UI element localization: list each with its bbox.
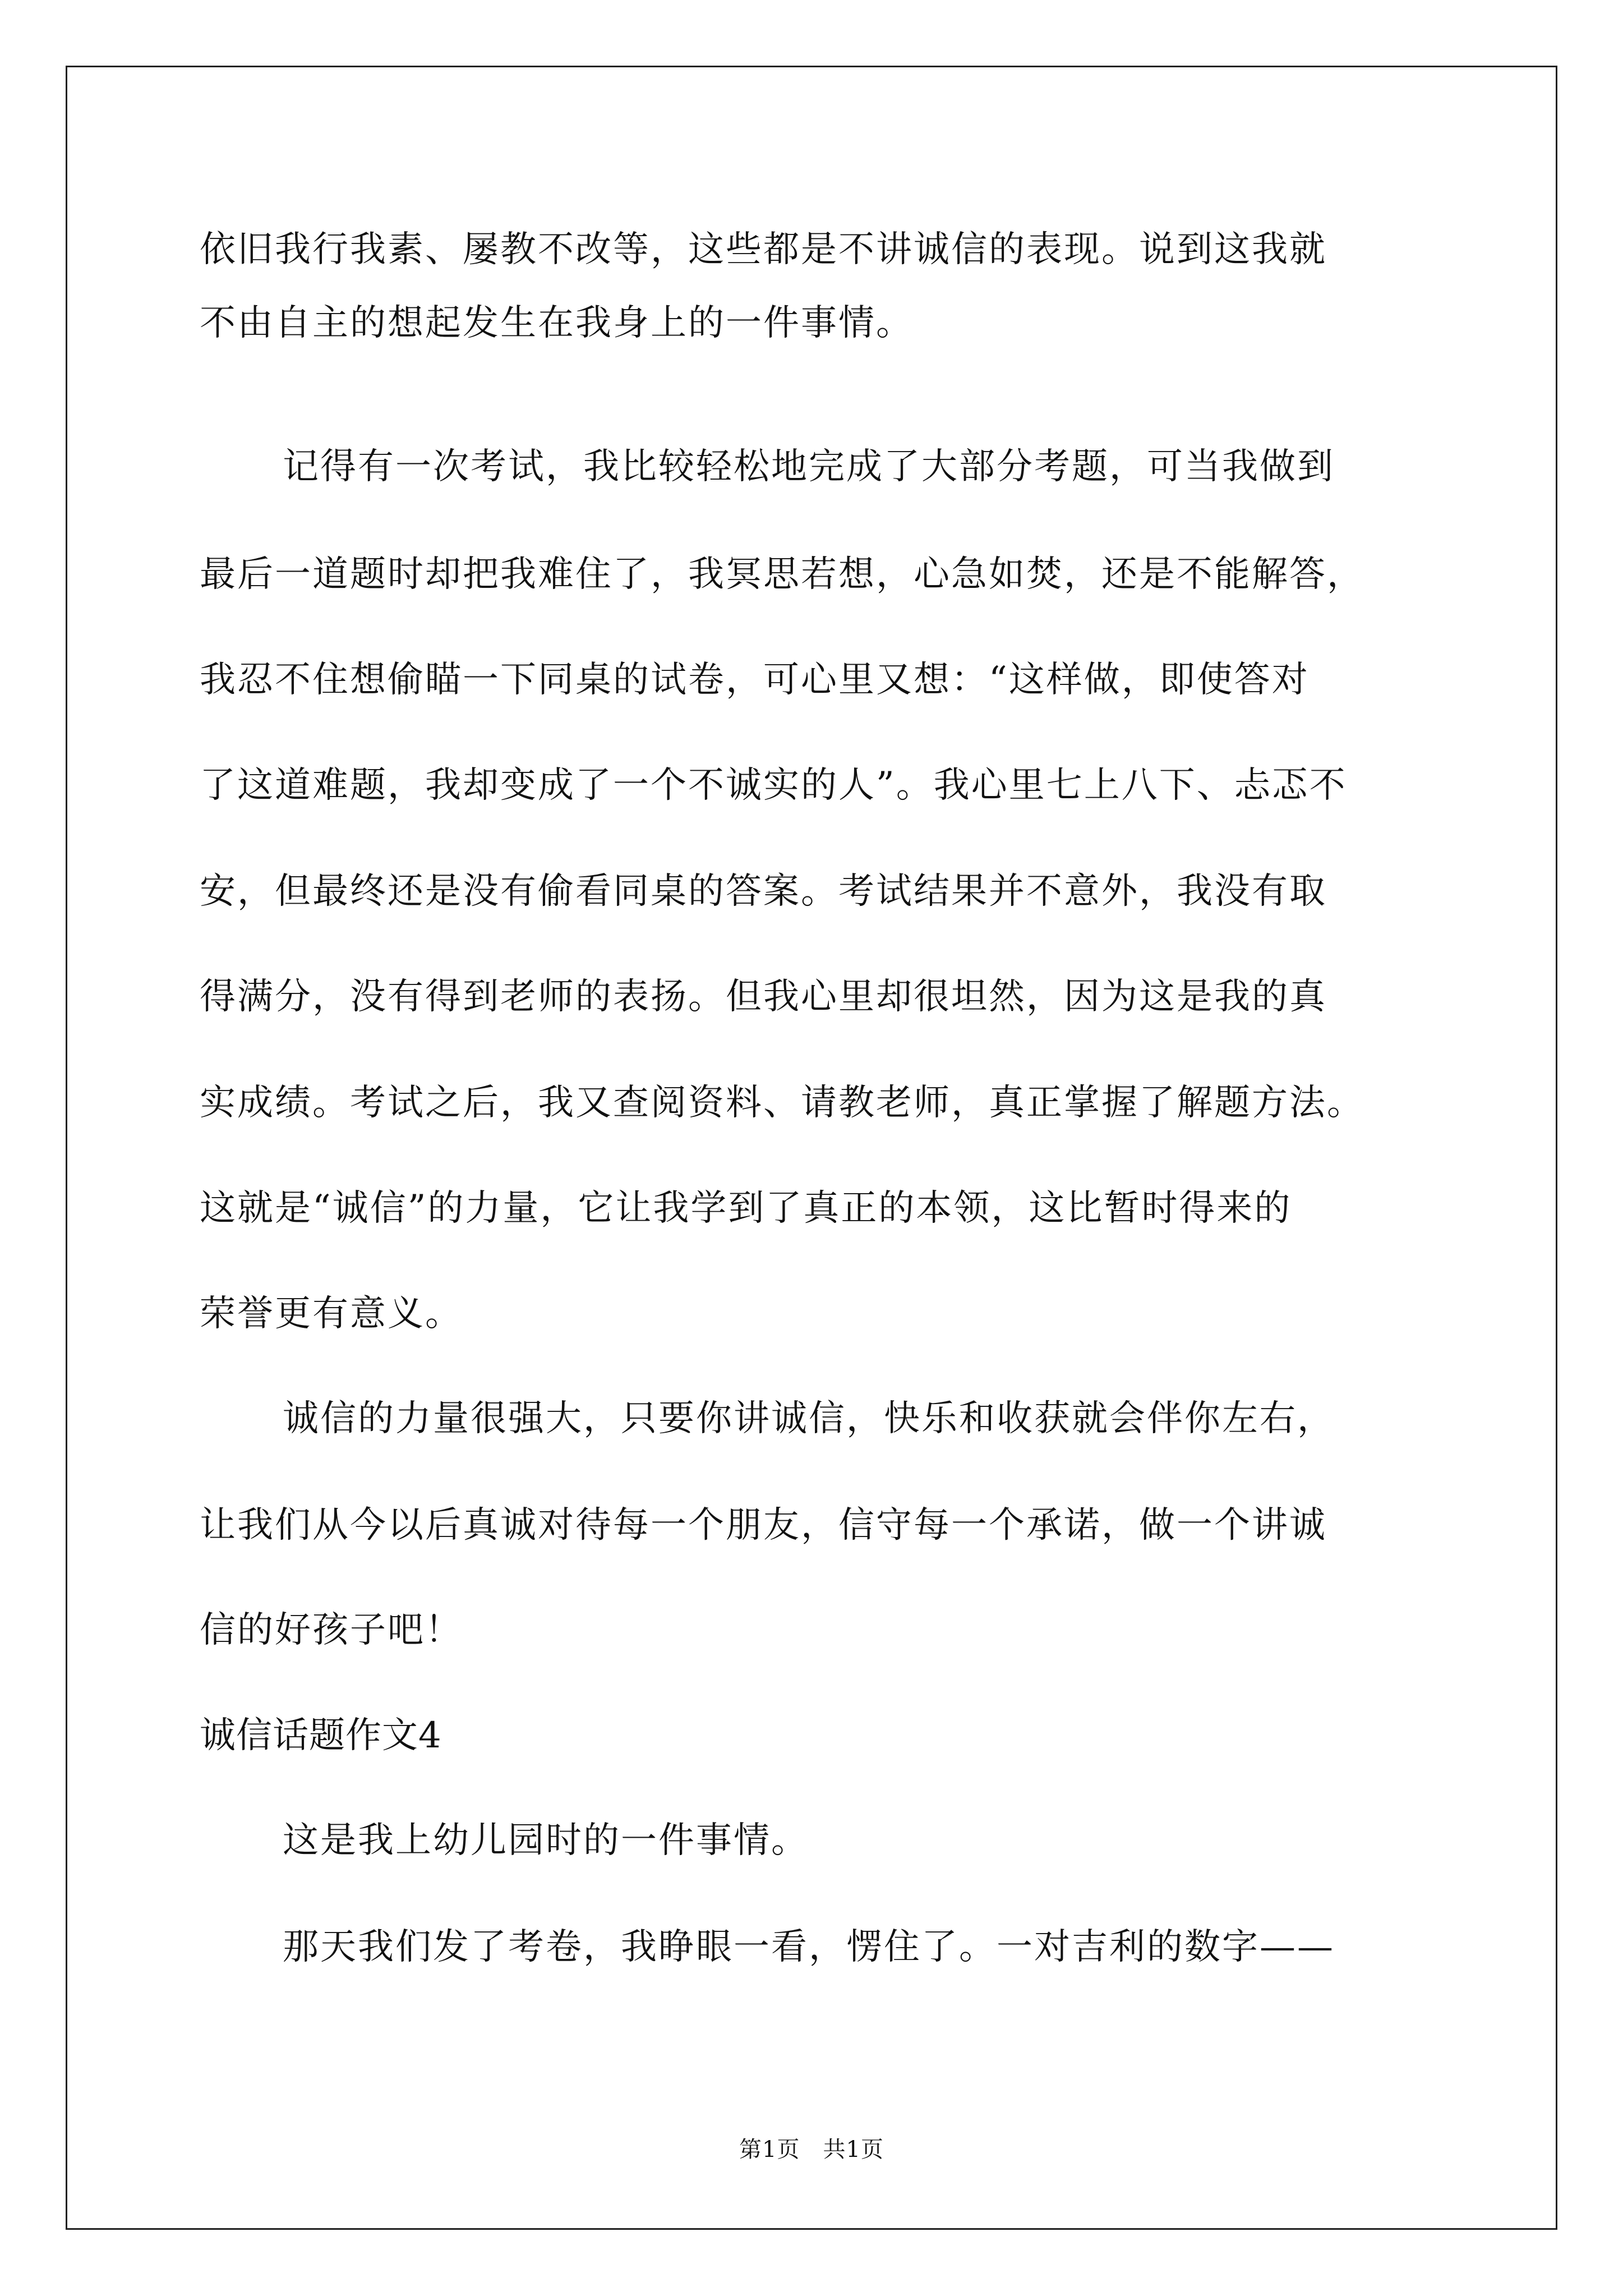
paragraph-line: 那天我们发了考卷，我睁眼一看，愣住了。一对吉利的数字——	[283, 1926, 1335, 1968]
section-heading: 诚信话题作文4	[200, 1715, 442, 1756]
paragraph-line: 了这道难题，我却变成了一个不诚实的人”。我心里七上八下、忐忑不	[200, 765, 1347, 806]
paragraph-line: 这就是“诚信”的力量，它让我学到了真正的本领，这比暂时得来的	[200, 1188, 1292, 1229]
paragraph-line: 依旧我行我素、屡教不改等，这些都是不讲诚信的表现。说到这我就	[200, 229, 1327, 270]
paragraph-line: 这是我上幼儿园时的一件事情。	[283, 1820, 809, 1861]
paragraph-line: 让我们从今以后真诚对待每一个朋友，信守每一个承诺，做一个讲诚	[200, 1504, 1327, 1546]
paragraph-line: 不由自主的想起发生在我身上的一件事情。	[200, 302, 914, 344]
paragraph-line: 记得有一次考试，我比较轻松地完成了大部分考题，可当我做到	[283, 446, 1335, 487]
paragraph-line: 安，但最终还是没有偷看同桌的答案。考试结果并不意外，我没有取	[200, 871, 1327, 912]
page-number-footer: 第1页 共1页	[739, 2137, 884, 2162]
page-border	[66, 66, 1557, 2230]
paragraph-line: 信的好孩子吧！	[200, 1609, 463, 1651]
paragraph-line: 最后一道题时却把我难住了，我冥思若想，心急如焚，还是不能解答，	[200, 554, 1364, 595]
paragraph-line: 得满分，没有得到老师的表扬。但我心里却很坦然，因为这是我的真	[200, 976, 1327, 1018]
paragraph-line: 实成绩。考试之后，我又查阅资料、请教老师，真正掌握了解题方法。	[200, 1082, 1364, 1124]
paragraph-line: 我忍不住想偷瞄一下同桌的试卷，可心里又想：“这样做，即使答对	[200, 659, 1310, 701]
paragraph-line: 诚信的力量很强大，只要你讲诚信，快乐和收获就会伴你左右，	[283, 1398, 1335, 1439]
paragraph-line: 荣誉更有意义。	[200, 1293, 463, 1335]
